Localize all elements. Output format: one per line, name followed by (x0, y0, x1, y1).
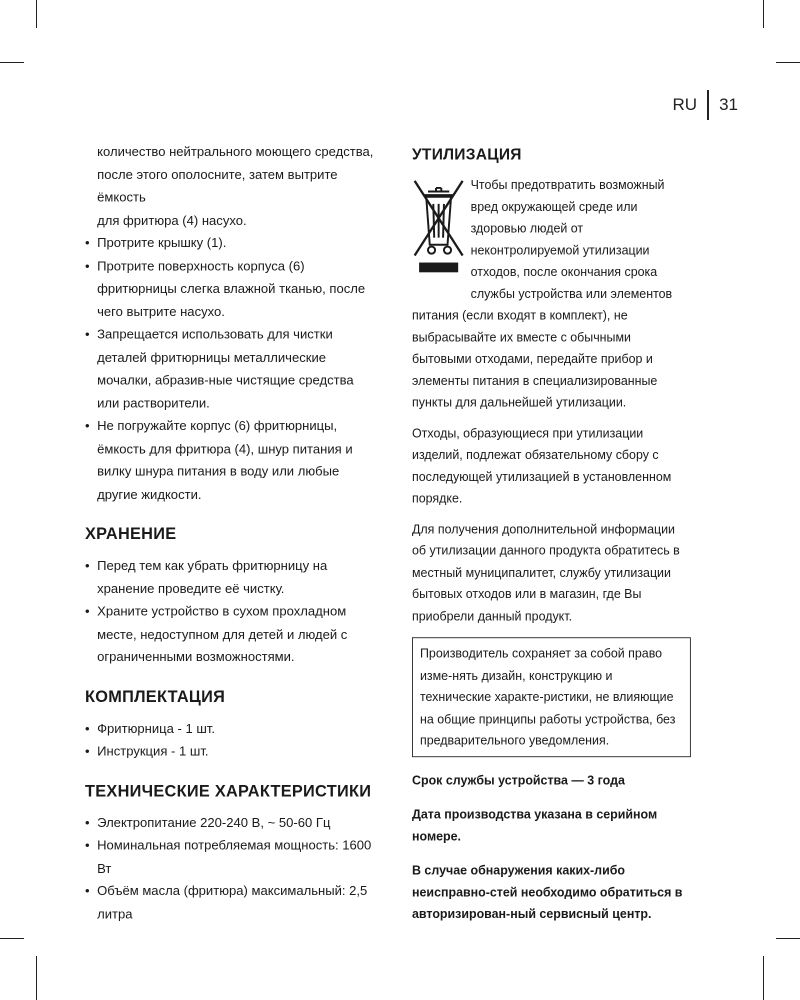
crossed-out-wheelie-bin-icon (412, 179, 465, 284)
language-code: RU (672, 95, 698, 114)
cleaning-intro (85, 140, 374, 231)
crop-mark (763, 956, 764, 1000)
crop-mark (36, 956, 37, 1000)
storage-list (85, 554, 374, 668)
storage-heading: ХРАНЕНИЕ (85, 524, 177, 543)
manufacturer-notice: Производитель сохраняет за собой право изме-нять дизайн, конструкцию и технические характе-ристики, не влияющие на общие принципы работы устройства, без предварительного уведомления. (412, 637, 691, 756)
list-item: • Электропитание 220-240 В, ~ 50-60 Гц (85, 811, 374, 834)
disposal-paragraph: Чтобы предотвратить возможный вред окружающей среде или здоровью людей от неконтролируемой утилизации отходов, после окончания срока службы устройства или элементов питания (если входят в комплект), не выбрасывайте их вместе с обычными бытовыми отходами, передайте прибор и элементы питания в специализированные пункты для дальнейшей утилизации. (412, 177, 673, 410)
page-header (673, 90, 738, 120)
list-item: • Храните устройство в сухом прохладном месте, недоступном для детей и людей с ограниченными возможностями. (85, 600, 374, 669)
crop-mark (0, 938, 24, 939)
list-item: • Инструкция - 1 шт. (85, 739, 374, 762)
list-item: • Объём масла (фритюра) максимальный: 2,5 литра (85, 879, 374, 925)
list-item: • Не погружайте корпус (6) фритюрницы, ёмкость для фритюра (4), шнур питания и вилку шнура питания в воду или любые другие жидкости. (85, 414, 374, 505)
disposal-paragraph: Для получения дополнительной информации об утилизации данного продукта обратитесь в местный муниципалитет, службу утилизации бытовых отходов или в магазин, где Вы приобрели данный продукт. (412, 521, 680, 623)
disposal-paragraph: Отходы, образующиеся при утилизации изделий, подлежат обязательному сбору с последующей утилизацией в установленном порядке. (412, 425, 672, 505)
crop-mark (0, 62, 24, 63)
intro-line: после этого ополосните, затем вытрите ёмкость (97, 166, 338, 205)
crop-mark (763, 0, 764, 28)
list-item: • Номинальная потребляемая мощность: 1600 Вт (85, 834, 374, 880)
production-date-note: Дата производства указана в серийном номере. (412, 806, 658, 843)
crop-mark (36, 0, 37, 28)
list-item: • Фритюрница - 1 шт. (85, 717, 374, 740)
list-item: • Запрещается использовать для чистки деталей фритюрницы металлические мочалки, абразив-ные чистящие средства или растворители. (85, 323, 374, 414)
intro-line: для фритюра (4) насухо. (97, 212, 247, 228)
intro-line: количество нейтрального моющего средства, (97, 143, 374, 159)
list-item: • Протрите крышку (1). (85, 231, 374, 254)
cleaning-list (85, 231, 374, 505)
list-item: • Перед тем как убрать фритюрницу на хранение проведите её чистку. (85, 554, 374, 600)
right-column (412, 140, 691, 925)
specs-list (85, 811, 374, 925)
header-divider (707, 90, 709, 120)
package-heading: КОМПЛЕКТАЦИЯ (85, 686, 226, 706)
crop-mark (776, 938, 800, 939)
crop-mark (776, 62, 800, 63)
package-list (85, 717, 374, 763)
service-life: Срок службы устройства — 3 года (412, 772, 625, 787)
specs-heading: ТЕХНИЧЕСКИЕ ХАРАКТЕРИСТИКИ (85, 780, 372, 800)
disposal-block (412, 174, 691, 413)
page-number: 31 (719, 95, 738, 114)
list-item: • Протрите поверхность корпуса (6) фритюрницы слегка влажной тканью, после чего вытрите насухо. (85, 254, 374, 323)
service-center-note: В случае обнаружения каких-либо неисправно-стей необходимо обратиться в авторизирован-ный сервисный центр. (412, 862, 683, 921)
left-column (85, 140, 374, 925)
disposal-heading: УТИЛИЗАЦИЯ (412, 145, 522, 164)
